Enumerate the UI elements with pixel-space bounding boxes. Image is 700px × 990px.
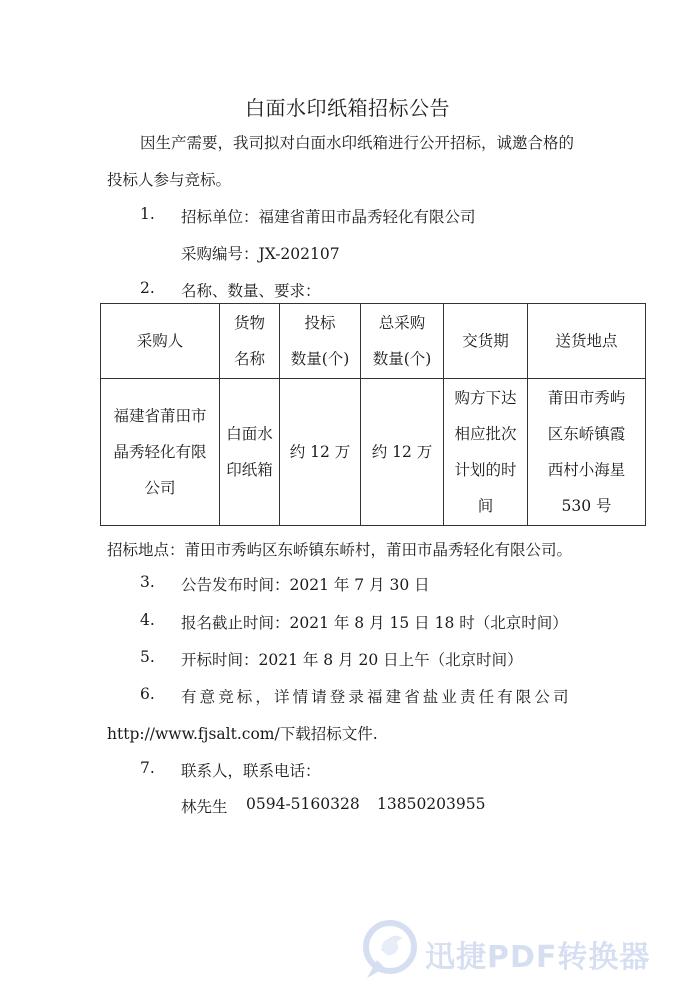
intro-line-2: 投标人参与竞标。 (107, 171, 232, 189)
watermark-text: 迅捷PDF转换器 (425, 940, 651, 975)
table-cell: 约 12 万 (280, 379, 361, 526)
item-text-4: 报名截止时间：2021 年 8 月 15 日 18 时（北京时间） (181, 614, 568, 632)
item-number-5: 5. (140, 648, 155, 666)
item-text-6: 有意竞标，详情请登录福建省盐业责任有限公司 (181, 688, 572, 706)
table-header-cell: 采购人 (101, 304, 220, 379)
item-number-7: 7. (140, 759, 155, 777)
item-text-2: 名称、数量、要求： (181, 282, 321, 300)
item-number-6: 6. (140, 685, 155, 703)
item-text-1: 招标单位：福建省莆田市晶秀轻化有限公司 (181, 208, 476, 226)
table-header-cell: 货物 名称 (220, 304, 280, 379)
item-number-2: 2. (140, 279, 155, 297)
procurement-number: 采购编号：JX-202107 (181, 245, 340, 263)
bid-location: 招标地点：莆田市秀屿区东峤镇东峤村，莆田市晶秀轻化有限公司。 (107, 541, 573, 559)
contact-name: 林先生 (181, 798, 228, 816)
contact-phone-1: 0594-5160328 (246, 795, 360, 813)
item-text-3: 公告发布时间：2021 年 7 月 30 日 (181, 576, 430, 594)
watermark (363, 920, 693, 984)
table-cell: 白面水 印纸箱 (220, 379, 280, 526)
item-number-1: 1. (140, 205, 155, 223)
item-text-7: 联系人，联系电话： (181, 762, 321, 780)
table-header-cell: 总采购 数量(个) (361, 304, 444, 379)
document-title: 白面水印纸箱招标公告 (245, 96, 450, 120)
table-header-cell: 投标 数量(个) (280, 304, 361, 379)
intro-line-1: 因生产需要，我司拟对白面水印纸箱进行公开招标，诚邀合格的 (140, 134, 575, 152)
table-cell: 约 12 万 (361, 379, 444, 526)
table-cell: 福建省莆田市 晶秀轻化有限 公司 (101, 379, 220, 526)
table-header-cell: 交货期 (444, 304, 528, 379)
pdf-converter-logo-icon (363, 920, 421, 982)
item-text-5: 开标时间：2021 年 8 月 20 日上午（北京时间） (181, 651, 523, 669)
table-header-row (101, 304, 646, 379)
table-header-cell: 送货地点 (528, 304, 646, 379)
download-url-line: http://www.fjsalt.com/下载招标文件. (107, 725, 378, 743)
table-cell: 购方下达 相应批次 计划的时 间 (444, 379, 528, 526)
contact-phone-2: 13850203955 (377, 795, 486, 813)
table-cell: 莆田市秀屿 区东峤镇霞 西村小海星 530 号 (528, 379, 646, 526)
requirements-table (100, 303, 646, 526)
item-number-4: 4. (140, 611, 155, 629)
table-row (101, 379, 646, 526)
item-number-3: 3. (140, 573, 155, 591)
